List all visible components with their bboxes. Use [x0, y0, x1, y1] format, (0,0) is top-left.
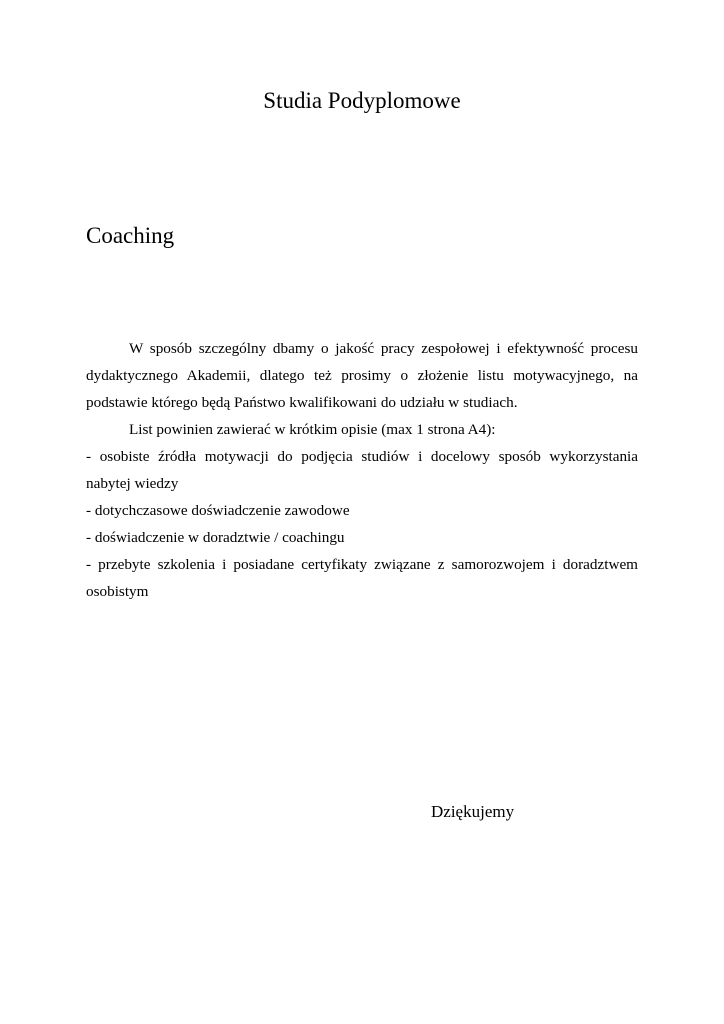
requirements-list [86, 443, 638, 605]
list-item: - doświadczenie w doradztwie / coachingu [86, 529, 345, 546]
document-subtitle: Coaching [86, 223, 175, 248]
list-item: - przebyte szkolenia i posiadane certyfikaty związane z samorozwojem i doradztwem osobistym [86, 556, 638, 600]
requirements-paragraph: List powinien zawierać w krótkim opisie (max 1 strona A4): [129, 421, 496, 438]
document-body [86, 335, 638, 605]
list-item: - dotychczasowe doświadczenie zawodowe [86, 502, 350, 519]
closing-text: Dziękujemy [431, 802, 515, 821]
intro-paragraph: W sposób szczególny dbamy o jakość pracy zespołowej i efektywność procesu dydaktycznego Akademii, dlatego też prosimy o złożenie listu motywacyjnego, na podstawie którego będą Państwo kwalifikowani do udziału w studiach. [86, 340, 638, 411]
list-item: - osobiste źródła motywacji do podjęcia studiów i docelowy sposób wykorzystania nabytej wiedzy [86, 448, 638, 492]
document-title: Studia Podyplomowe [263, 88, 461, 113]
